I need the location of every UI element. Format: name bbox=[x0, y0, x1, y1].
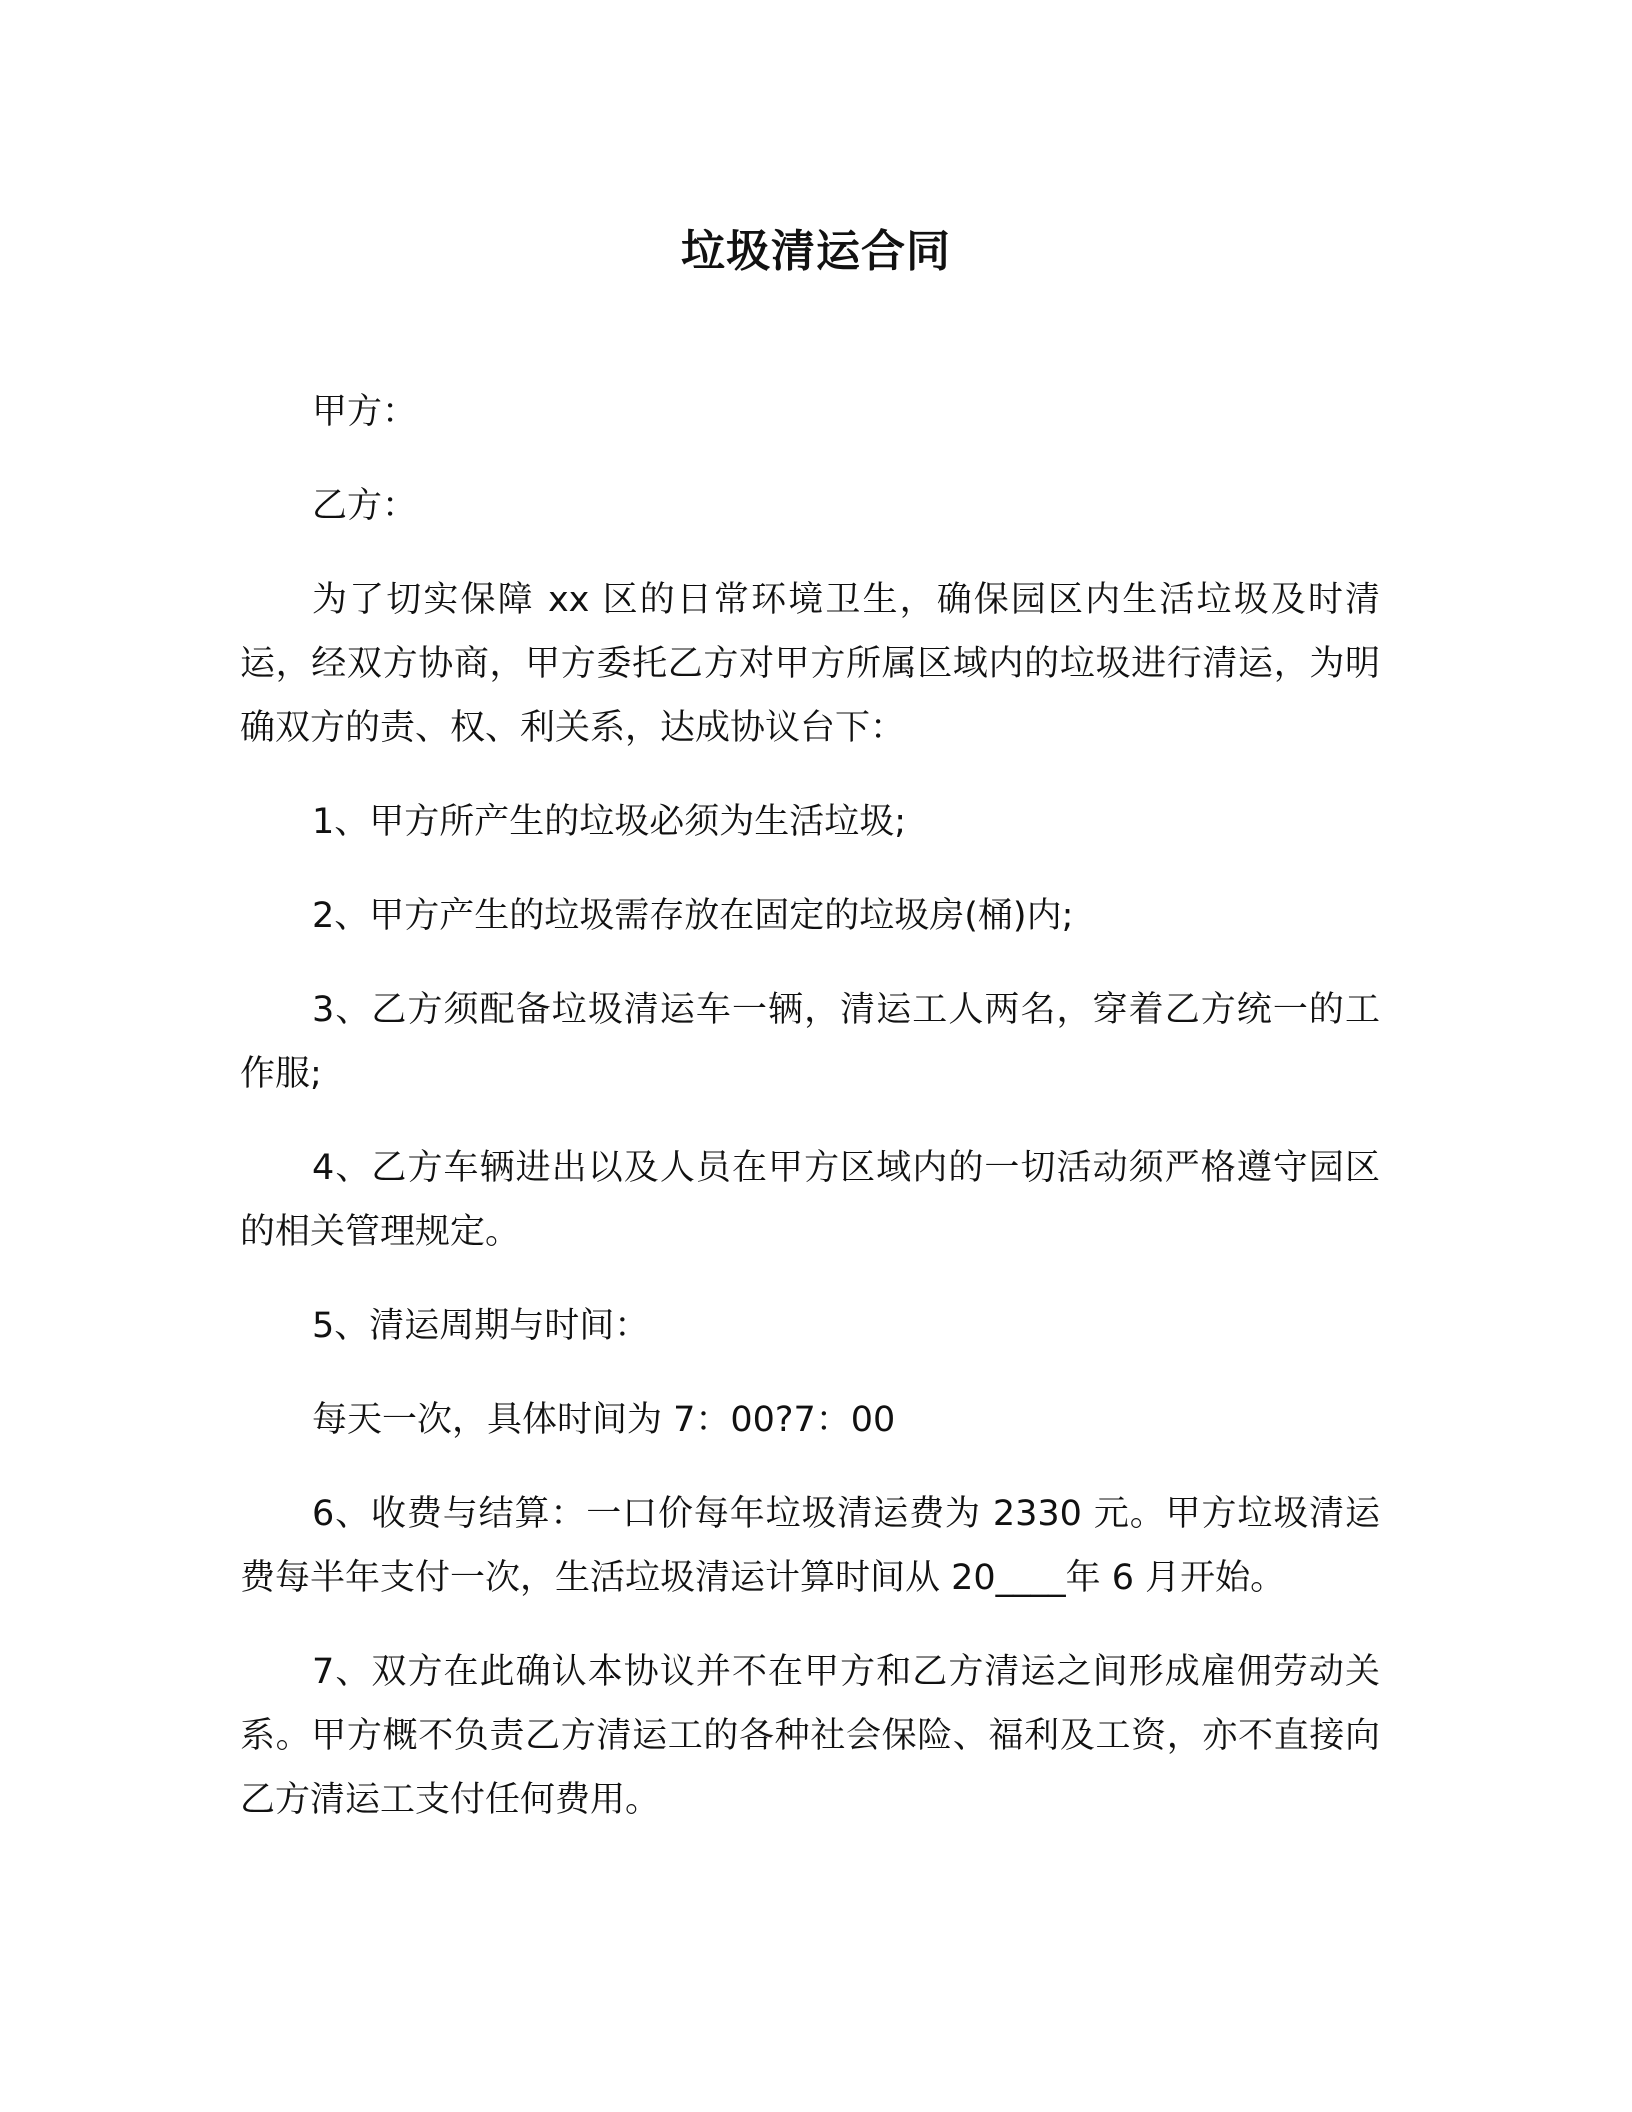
clause-3: 3、乙方须配备垃圾清运车一辆，清运工人两名，穿着乙方统一的工作服; bbox=[240, 990, 1380, 1094]
clause-6: 6、收费与结算：一口价每年垃圾清运费为 2330 元。甲方垃圾清运费每半年支付一次，生活垃圾清运计算时间从 20____年 6 月开始。 bbox=[240, 1494, 1380, 1598]
clause-5-detail: 每天一次，具体时间为 7：00?7：00 bbox=[312, 1400, 896, 1440]
preamble-paragraph: 为了切实保障 xx 区的日常环境卫生，确保园区内生活垃圾及时清运，经双方协商，甲方委托乙方对甲方所属区域内的垃圾进行清运，为明确双方的责、权、利关系，达成协议台下： bbox=[240, 580, 1380, 748]
clause-4: 4、乙方车辆进出以及人员在甲方区域内的一切活动须严格遵守园区的相关管理规定。 bbox=[240, 1148, 1380, 1252]
clause-1: 1、甲方所产生的垃圾必须为生活垃圾; bbox=[312, 802, 907, 842]
document-body bbox=[240, 380, 1380, 1862]
document-title: 垃圾清运合同 bbox=[681, 226, 951, 277]
party-b-line: 乙方： bbox=[312, 486, 418, 526]
clause-5: 5、清运周期与时间： bbox=[312, 1306, 650, 1346]
clause-7: 7、双方在此确认本协议并不在甲方和乙方清运之间形成雇佣劳动关系。甲方概不负责乙方清运工的各种社会保险、福利及工资，亦不直接向乙方清运工支付任何费用。 bbox=[240, 1652, 1380, 1820]
clause-2: 2、甲方产生的垃圾需存放在固定的垃圾房(桶)内; bbox=[312, 896, 1074, 936]
party-a-line: 甲方： bbox=[312, 392, 418, 432]
